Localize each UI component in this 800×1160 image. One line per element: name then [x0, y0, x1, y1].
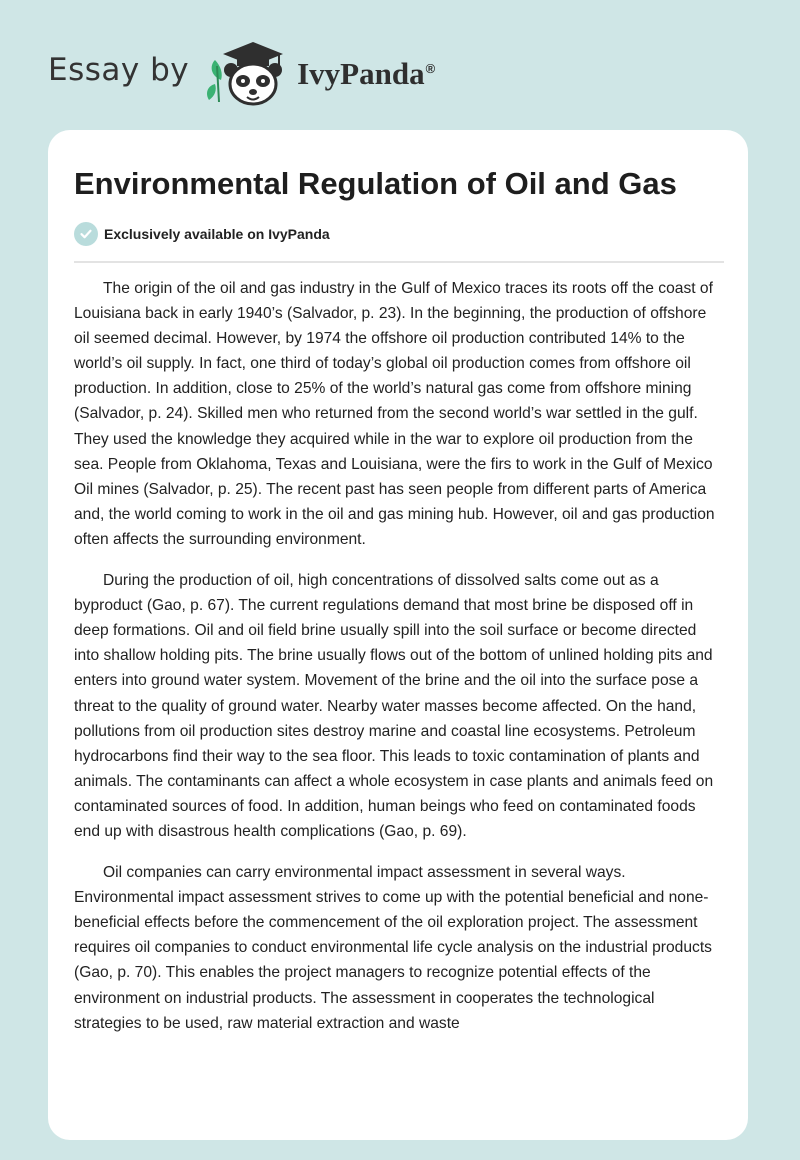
- exclusive-badge: [74, 222, 330, 246]
- essay-card: [48, 130, 748, 1140]
- essay-title: Environmental Regulation of Oil and Gas: [74, 166, 677, 201]
- brand-name[interactable]: [297, 56, 435, 92]
- brand-header: [48, 36, 435, 108]
- brand-name-text: IvyPanda: [297, 56, 425, 91]
- check-icon: [74, 222, 98, 246]
- panda-logo-icon[interactable]: [203, 36, 295, 108]
- paragraph-2: During the production of oil, high concentrations of dissolved salts come out as a byproduct (Gao, p. 67). The current regulations demand that most brine be disposed off in deep formations. Oil and oil field brine usually spill into the soil surface or become directed into shallow holding pits. The brine usually flows out of the bottom of unlined holding pits and enters into ground water system. Movement of the brine and the oil into the surface pose a threat to the quality of ground water. Nearby water masses become affected. On the hand, pollutions from oil production sites destroy marine and coastal line ecosystems. Petroleum hydrocarbons find their way to the sea floor. This leads to toxic contamination of plants and animals. The contaminants can affect a whole ecosystem in case plants and animals feed on contaminated sources of food. In addition, human beings who feed on contaminated foods end up with disastrous health complications (Gao, p. 69).: [74, 572, 714, 840]
- brand-prefix: Essay by: [48, 52, 190, 88]
- exclusive-badge-label: Exclusively available on IvyPanda: [104, 226, 330, 242]
- paragraph-1: The origin of the oil and gas industry in the Gulf of Mexico traces its roots off the coast of Louisiana back in early 1940’s (Salvador, p. 23). In the beginning, the production of offshore oil seemed decimal. However, by 1974 the offshore oil production contributed 14% to the world’s oil supply. In fact, one third of today’s global oil production comes from offshore oil production. In addition, close to 25% of the world’s natural gas come from offshore mining (Salvador, p. 24). Skilled men who returned from the second world’s war settled in the gulf. They used the knowledge they acquired while in the war to explore oil production from the sea. People from Oklahoma, Texas and Louisiana, were the firs to work in the Gulf of Mexico Oil mines (Salvador, p. 25). The recent past has seen people from different parts of America and, the world coming to work in the oil and gas mining hub. However, oil and gas production often affects the surrounding environment.: [74, 280, 715, 548]
- divider: [74, 261, 724, 263]
- registered-mark: ®: [425, 60, 436, 76]
- essay-body: [74, 276, 724, 1140]
- paragraph-3: Oil companies can carry environmental impact assessment in several ways. Environmental impact assessment strives to come up with the potential beneficial and none-beneficial effects before the commencement of the oil exploration project. The assessment requires oil companies to conduct environmental life cycle analysis on the industrial products (Gao, p. 70). This enables the project managers to recognize potential effects of the environment on industrial products. The assessment in cooperates the technological strategies to be used, raw material extraction and waste: [74, 864, 712, 1032]
